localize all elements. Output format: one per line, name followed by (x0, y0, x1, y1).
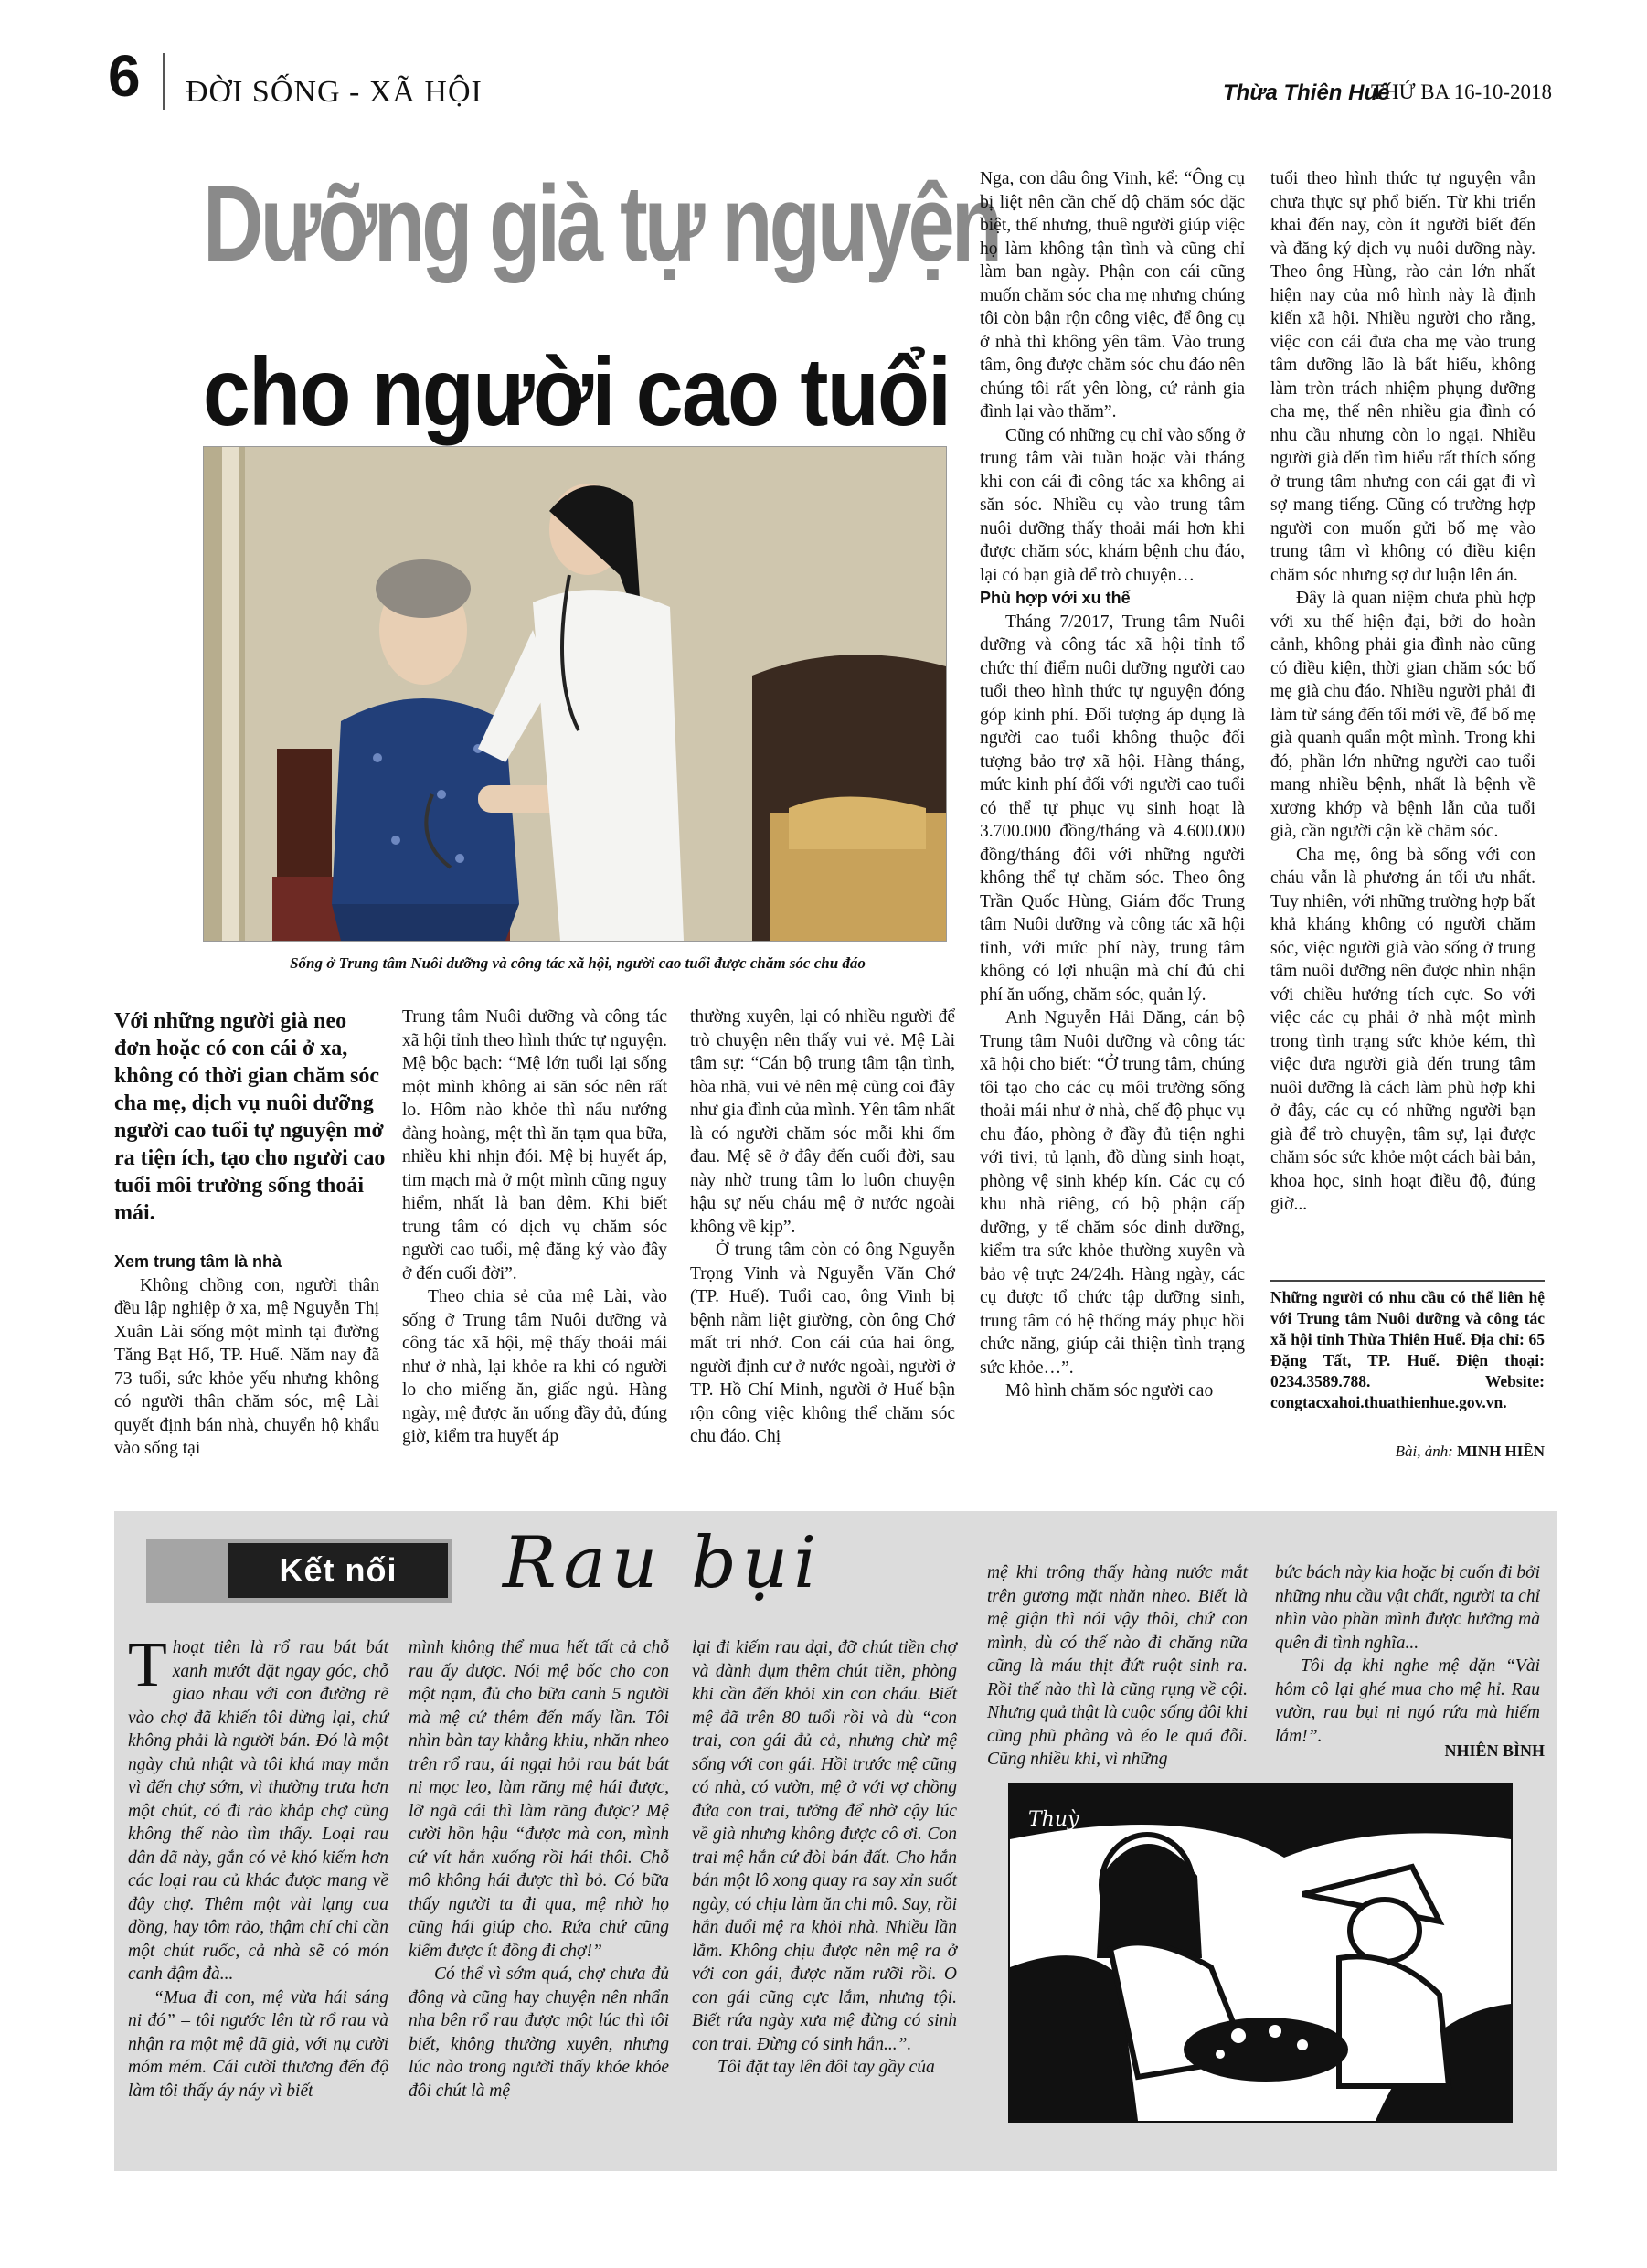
photo-nurse-elderly-woman (204, 447, 946, 941)
paragraph: Ở trung tâm còn có ông Nguyễn Trọng Vinh và Nguyễn Văn Chớ (TP. Huế). Tuổi cao, ông Vinh bị bệnh nằm liệt giường, còn ông Chớ mất trí nhớ. Con cái của hai ông, người định cư ở nước ngoài, người ở TP. Hồ Chí Minh, người ở Huế bận rộn công việc không thể chăm sóc chu đáo. Chị (690, 1240, 955, 1446)
paragraph: Nga, con dâu ông Vinh, kể: “Ông cụ bị liệt nên cần chế độ chăm sóc đặc biệt, thế nhưng, thuê người giúp việc họ làm không tận tình và cũng chỉ làm ban ngày. Phận con cái cũng muốn chăm sóc cha mẹ nhưng chúng tôi còn bận rộn công việc, để ông cụ ở nhà thì không yên tâm. Vào trung tâm, ông được chăm sóc chu đáo nên chúng tôi rất yên lòng, cứ rảnh gia đình lại vào thăm”. (980, 169, 1245, 421)
paragraph: Tôi đặt tay lên đôi tay gầy của (717, 2058, 935, 2077)
paragraph: Mô hình chăm sóc người cao (1005, 1381, 1214, 1400)
headline-line-1: Dưỡng già tự nguyện (203, 164, 1000, 284)
feature-column-2 (409, 1636, 669, 2103)
paragraph: Có thể vì sớm quá, chợ chưa đủ đông và cũng hay chuyện nên nhẩn nha bên rổ rau được một lúc thì tôi biết, không thường xuyên, nhưng lúc nào trong người thấy khỏe khỏe đôi chút là mệ (409, 1965, 669, 2101)
paragraph: Trung tâm Nuôi dưỡng và công tác xã hội tỉnh theo hình thức tự nguyện. Mệ bộc bạch: “Mệ lớn tuổi lại sống một mình không ai săn sóc nên rất lo. Hôm nào khỏe thì nấu nướng đàng hoàng, mệt thì ăn tạm qua bữa, nhiều khi nhịn đói. Mệ bị huyết áp, tim mạch mà ở một mình cũng nguy hiểm, nhất là ban đêm. Khi biết trung tâm có dịch vụ chăm sóc người cao tuổi, mệ đăng ký vào đây ở đến cuối đời”. (402, 1007, 667, 1283)
paragraph: mệ khi trông thấy hàng nước mắt trên gương mặt nhăn nheo. Biết là mệ giận thì nói vậy thôi, chứ con mình, dù có thế nào đi chăng nữa cũng là máu thịt đứt ruột sinh ra. Rồi thế nào thì là cũng rụng về cội. Nhưng quả thật là cuộc sống đôi khi cũng phũ phàng và éo le quá đỗi. Cũng nhiều khi, vì những (987, 1563, 1248, 1769)
headline-line-2: cho người cao tuổi (203, 338, 951, 446)
feature-column-5 (1275, 1561, 1540, 1748)
feature-illustration (1008, 1783, 1513, 2123)
drop-cap: T (128, 1630, 167, 1700)
photo-caption: Sống ở Trung tâm Nuôi dưỡng và công tác xã hội, người cao tuổi được chăm sóc chu đáo (290, 954, 866, 972)
illustration-market-vendor (1010, 1784, 1511, 2121)
paragraph: “Mua đi con, mệ vừa hái sáng ni đó” – tôi ngước lên từ rổ rau và nhận ra một mệ đã già, với nụ cười móm mém. Cái cười thương đến độ làm tôi thấy áy náy vì biết (128, 1987, 388, 2101)
article-column-3 (690, 1006, 955, 1449)
article-photo (203, 446, 947, 942)
header-divider (163, 53, 165, 110)
byline-author: MINH HIỀN (1457, 1443, 1545, 1460)
byline (1270, 1443, 1545, 1461)
paragraph: Cha mẹ, ông bà sống với con cháu vẫn là phương án tối ưu nhất. Tuy nhiên, với những trường hợp bất khả kháng không có người chăm sóc, việc người già vào sống ở trung tâm nuôi dưỡng nên được nhìn nhận với chiều hướng tích cực. So với việc các cụ phải ở nhà một mình trong tình trạng sức khỏe kém, thì việc đưa người già đến trung tâm nuôi dưỡng là cách làm phù hợp khi ở đây, các cụ có những người bạn già để trò chuyện, tâm sự, lại được chăm sóc sức khỏe một cách bài bản, khoa học, sinh hoạt điều độ, đúng giờ... (1270, 845, 1535, 1214)
paragraph: mình không thể mua hết tất cả chỗ rau ấy được. Nói mệ bốc cho con một nạm, đủ cho bữa canh 5 người mà mệ cứ thêm đến mấy lần. Tôi nhìn bàn tay khẳng khiu, nhăn nheo trên rổ rau, ái ngại hỏi rau bát bát ni mọc leo, làm răng mệ hái được, lỡ ngã cái thì làm răng được? Mệ cười hồn hậu “được mà con, mình cứ vít hắn xuống rồi hái thôi. Chỗ mô không hái được thì bỏ. Có bữa thấy người ta đi qua, mệ nhờ họ cũng hái giúp cho. Rứa chứ cũng kiếm được ít đồng đi chợ!” (409, 1638, 669, 1961)
article-column-2 (402, 1006, 667, 1449)
contact-info: Những người có nhu cầu có thể liên hệ với Trung tâm Nuôi dưỡng và công tác xã hội tỉnh Thừa Thiên Huế. Địa chỉ: 65 Đặng Tất, TP. Huế. Điện thoại: 0234.3589.788. Website: congtacxahoi.thuathienhue.gov.vn. (1270, 1288, 1545, 1411)
feature-column-4 (987, 1561, 1248, 1772)
article-column-5 (1270, 167, 1535, 1217)
feature-column-3 (692, 1636, 957, 2080)
page-number: 6 (108, 43, 141, 109)
paragraph: hoạt tiên là rổ rau bát bát xanh mướt đặt ngay góc, chỗ giao nhau với con đường rẽ vào chợ đã khiến tôi dừng lại, chứ không phải là người bán. Đó là một ngày chủ nhật và tôi khá may mắn vì đến chợ sớm, vì thường trưa hơn một chút, có đi rảo khắp chợ cũng không thể nào tìm thấy. Loại rau dân dã này, gắn có vẻ khó kiếm hơn các loại rau củ khác được mang về đây chợ. Thêm một vài lạng cua đồng, hay tôm rảo, thậm chí chỉ cần một chút ruốc, cả nhà sẽ có món canh đậm đà... (128, 1638, 388, 1984)
article-column-4 (980, 167, 1245, 1403)
paragraph: Đây là quan niệm chưa phù hợp với xu thế hiện đại, bởi do hoàn cảnh, không phải gia đình nào cũng có điều kiện, thời gian chăm sóc bố mẹ già chu đáo. Nhiều người phải đi làm từ sáng đến tối mới về, để bố mẹ già quanh quẩn một mình. Trong khi đó, phần lớn những người cao tuổi mang nhiều bệnh, nhất là bệnh về xương khớp và bệnh lẫn của tuổi già, cần người cận kề chăm sóc. (1270, 589, 1535, 841)
info-divider (1270, 1280, 1545, 1282)
paragraph: bức bách này kia hoặc bị cuốn đi bởi những nhu cầu vật chất, người ta chỉ nhìn vào phần mình được hưởng mà quên đi tình nghĩa... (1275, 1563, 1540, 1653)
paragraph: thường xuyên, lại có nhiều người để trò chuyện nên thấy vui vẻ. Mệ Lài tâm sự: “Cán bộ trung tâm tận tình, hòa nhã, vui vẻ nên mệ cũng coi đây như gia đình của mình. Yên tâm nhất là có người chăm sóc mỗi khi ốm đau. Mệ sẽ ở đây đến cuối đời, sau này nhờ trung tâm lo luôn chuyện hậu sự nếu cháu mệ ở nước ngoài không về kịp”. (690, 1007, 955, 1237)
feature-column-1 (128, 1630, 388, 2103)
paragraph: Cũng có những cụ chỉ vào sống ở trung tâm vài tuần hoặc vài tháng khi con cái đi công tác xa không ai săn sóc. Nhiều cụ vào trung tâm nuôi dưỡng thấy thoải mái hơn khi được chăm sóc, khám bệnh chu đáo, lại có bạn già để trò chuyện… (980, 425, 1245, 585)
feature-title: Rau bụi (503, 1522, 823, 1604)
sketch-signature: Thuỳ (1028, 1808, 1079, 1831)
paragraph: Tôi dạ khi nghe mệ dặn “Vài hôm cô lại ghé mua cho mệ hỉ. Rau vườn, rau bụi ni ngó rứa mà hiếm lắm!”. (1275, 1656, 1540, 1746)
feature-tag: Kết nối (279, 1551, 398, 1589)
section-title: ĐỜI SỐNG - XÃ HỘI (186, 75, 483, 109)
paragraph: Tháng 7/2017, Trung tâm Nuôi dưỡng và công tác xã hội tỉnh tổ chức thí điểm nuôi dưỡng người cao tuổi theo hình thức tự nguyện đóng góp kinh phí. Đối tượng áp dụng là người cao tuổi không thuộc đối tượng bảo trợ xã hội. Hàng tháng, mức kinh phí đối với người cao tuổi có thể tự phục vụ sinh hoạt là 3.700.000 đồng/tháng và 4.600.000 đồng/tháng đối với những người không thể tự chăm sóc. Theo ông Trần Quốc Hùng, Giám đốc Trung tâm Nuôi dưỡng và công tác xã hội tỉnh, với mức phí này, trung tâm không có lợi nhuận mà chỉ đủ chi phí ăn uống, chăm sóc, quản lý. (980, 612, 1245, 1005)
paragraph: Anh Nguyễn Hải Đăng, cán bộ Trung tâm Nuôi dưỡng và công tác xã hội cho biết: “Ở trung tâm, chúng tôi tạo cho các cụ môi trường sống thoải mái như ở nhà, chế độ phục vụ chu đáo, phòng ở đầy đủ tiện nghi với tivi, tủ lạnh, đồ dùng sinh hoạt, phòng vệ sinh khép kín. Các cụ có khu nhà riêng, có bộ phận cấp dưỡng, y tế chăm sóc dinh dưỡng, kiểm tra sức khỏe thường xuyên và bảo vệ trực 24/24h. Hàng ngày, các cụ được tổ chức tập dưỡng sinh, trung tâm có hệ thống máy phục hồi chức năng, giúp cải thiện tình trạng sức khỏe…”. (980, 1008, 1245, 1378)
subheading: Xem trung tâm là nhà (114, 1252, 282, 1271)
article-lead: Với những người già neo đơn hoặc có con cái ở xa, không có thời gian chăm sóc cha mẹ, dịch vụ nuôi dưỡng người cao tuổi tự nguyện mở ra tiện ích, tạo cho người cao tuổi môi trường sống thoải mái. (114, 1009, 386, 1225)
subheading: Phù hợp với xu thế (980, 589, 1131, 607)
feature-signature: NHIÊN BÌNH (1444, 1741, 1545, 1760)
newspaper-name: Thừa Thiên Huế (1223, 80, 1390, 105)
paragraph: tuổi theo hình thức tự nguyện vẫn chưa thực sự phổ biến. Từ khi triển khai đến nay, còn ít người biết đến và đăng ký dịch vụ nuôi dưỡng này. Theo ông Hùng, rào cản lớn nhất hiện nay của mô hình này là định kiến xã hội. Nhiều người cho rằng, việc con cái đưa cha mẹ vào trung tâm dưỡng lão là bất hiếu, không làm tròn trách nhiệm phụng dưỡng cha mẹ, thế nên nhiều gia đình có nhu cầu nhưng còn lo ngại. Nhiều người già đến tìm hiểu rất thích sống ở trung tâm nhưng con cái gạt đi vì sợ mang tiếng. Cũng có trường hợp người con muốn gửi bố mẹ vào trung tâm vì không có điều kiện chăm sóc nhưng sợ dư luận lên án. (1270, 169, 1535, 585)
byline-prefix: Bài, ảnh: (1395, 1443, 1458, 1460)
paragraph: Không chồng con, người thân đều lập nghiệp ở xa, mệ Nguyễn Thị Xuân Lài sống một mình tại đường Tăng Bạt Hổ, TP. Huế. Năm nay đã 73 tuổi, sức khỏe yếu nhưng không có người thân chăm sóc, mệ Lài quyết định bán nhà, chuyển hộ khẩu vào sống tại (114, 1275, 379, 1458)
issue-date: THỨ BA 16-10-2018 (1371, 80, 1553, 103)
paragraph: lại đi kiếm rau dại, đỡ chút tiền chợ và dành dụm thêm chút tiền, phòng khi cần đến khỏi xin con cháu. Biết mệ đã trên 80 tuổi rồi và dù “con trai, con gái đủ cả, nhưng chừ mệ sống với con gái. Hồi trước mệ cũng có nhà, có vườn, mệ ở với vợ chồng đứa con trai, tưởng để nhờ cậy lúc về già nhưng không được cô ơi. Con trai mệ hắn cứ đòi bán đất. Cho hắn bán một lô xong quay ra say xỉn suốt ngày, có chịu làm ăn chi mô. Say, rồi hắn đuổi mệ ra khỏi nhà. Nhiều lần lắm. Không chịu được nên mệ ra ở với con gái, được năm rưỡi rồi. O con gái cũng cực lắm, nhưng tội. Biết rứa ngày xưa mệ đừng có sinh con trai. Đừng có sinh hắn...”. (692, 1638, 957, 2054)
article-column-1 (114, 1251, 379, 1461)
paragraph: Theo chia sẻ của mệ Lài, vào sống ở Trung tâm Nuôi dưỡng và công tác xã hội, mệ thấy thoải mái như ở nhà, lại khỏe ra khi có người lo cho miếng ăn, giấc ngủ. Hàng ngày, mệ được ăn uống đầy đủ, đúng giờ, kiểm tra huyết áp (402, 1287, 667, 1446)
